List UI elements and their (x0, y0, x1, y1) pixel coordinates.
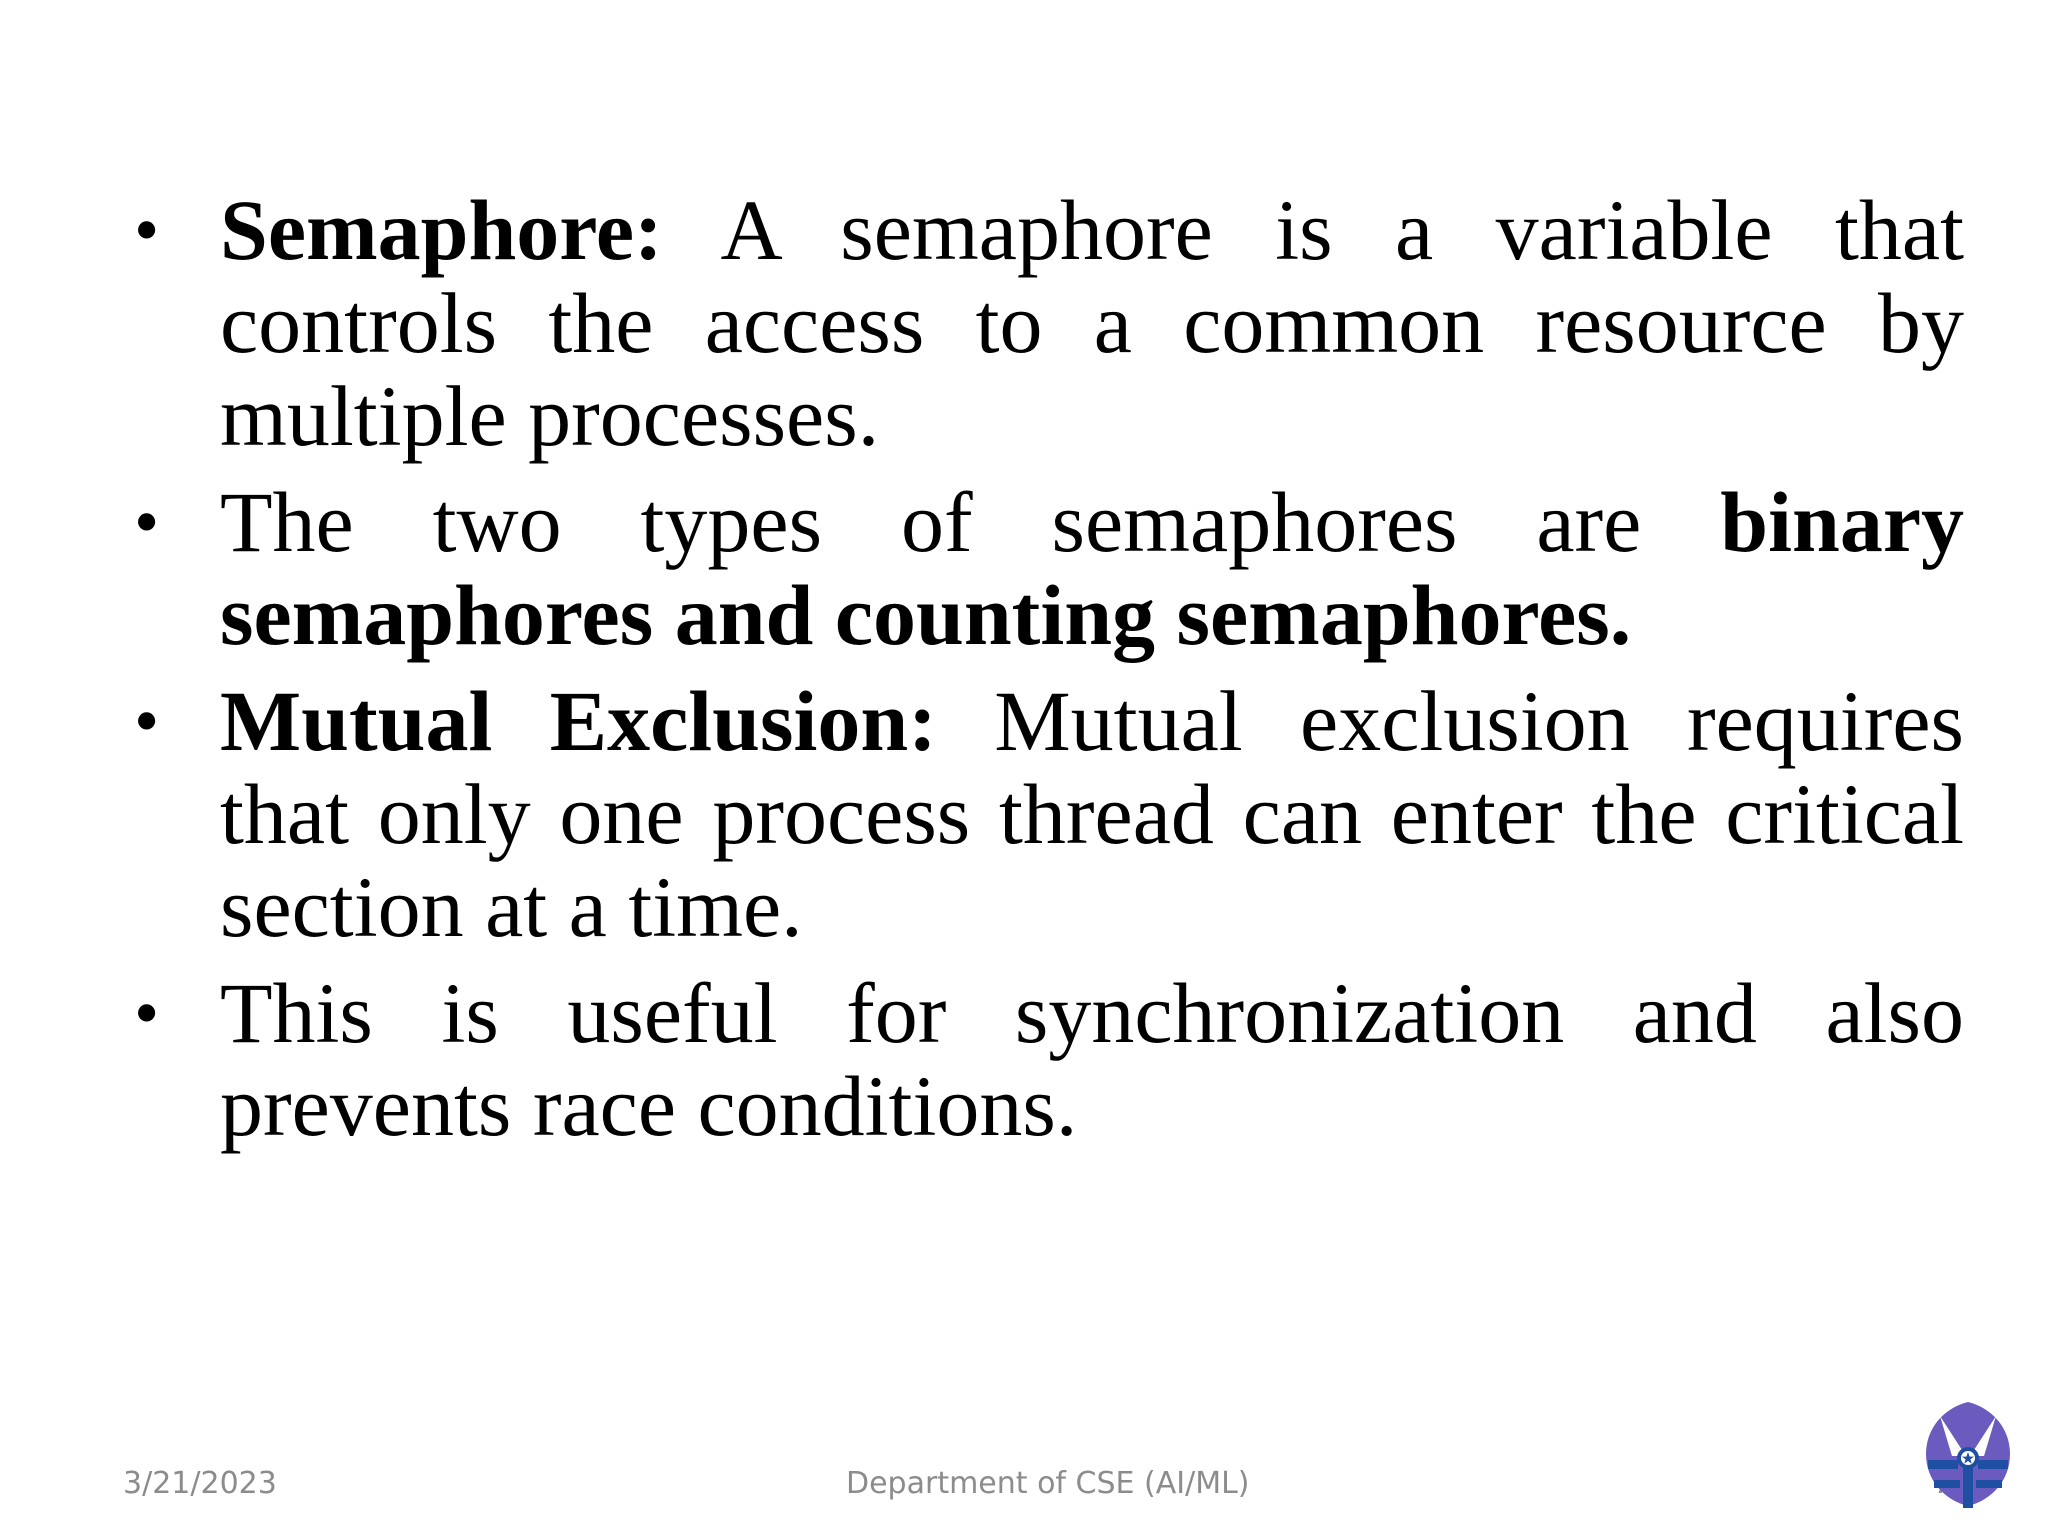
bullet-mutual-exclusion (134, 675, 1964, 954)
bullet-dot: • (134, 190, 160, 270)
bullet-list (134, 184, 1964, 1166)
bullet-usefulness (134, 967, 1964, 1153)
footer-date: 3/21/2023 (123, 1466, 277, 1501)
bullet-dot: • (134, 681, 160, 761)
bullet-dot: • (134, 973, 160, 1053)
bullet-text: Mutual exclusion requires that only one process thread can enter the critical section at a time. (220, 673, 1964, 955)
logo-graphic (1922, 1398, 2014, 1510)
bullet-semaphore-types (134, 476, 1964, 662)
bullet-text: The two types of semaphores are (220, 474, 1721, 570)
bullet-dot: • (134, 482, 160, 562)
bullet-semaphore (134, 184, 1964, 463)
bullet-term: Mutual Exclusion: (220, 673, 937, 769)
bullet-text: A semaphore is a variable that controls the access to a common resource by multiple processes. (220, 182, 1964, 464)
bullet-text: This is useful for synchronization and also prevents race conditions. (220, 965, 1964, 1154)
institution-logo-icon (1922, 1398, 2014, 1510)
bullet-term: Semaphore: (220, 182, 663, 278)
bullet-emphasis: binary semaphores and counting semaphores. (220, 474, 1964, 663)
footer-department: Department of CSE (AI/ML) (846, 1466, 1250, 1501)
